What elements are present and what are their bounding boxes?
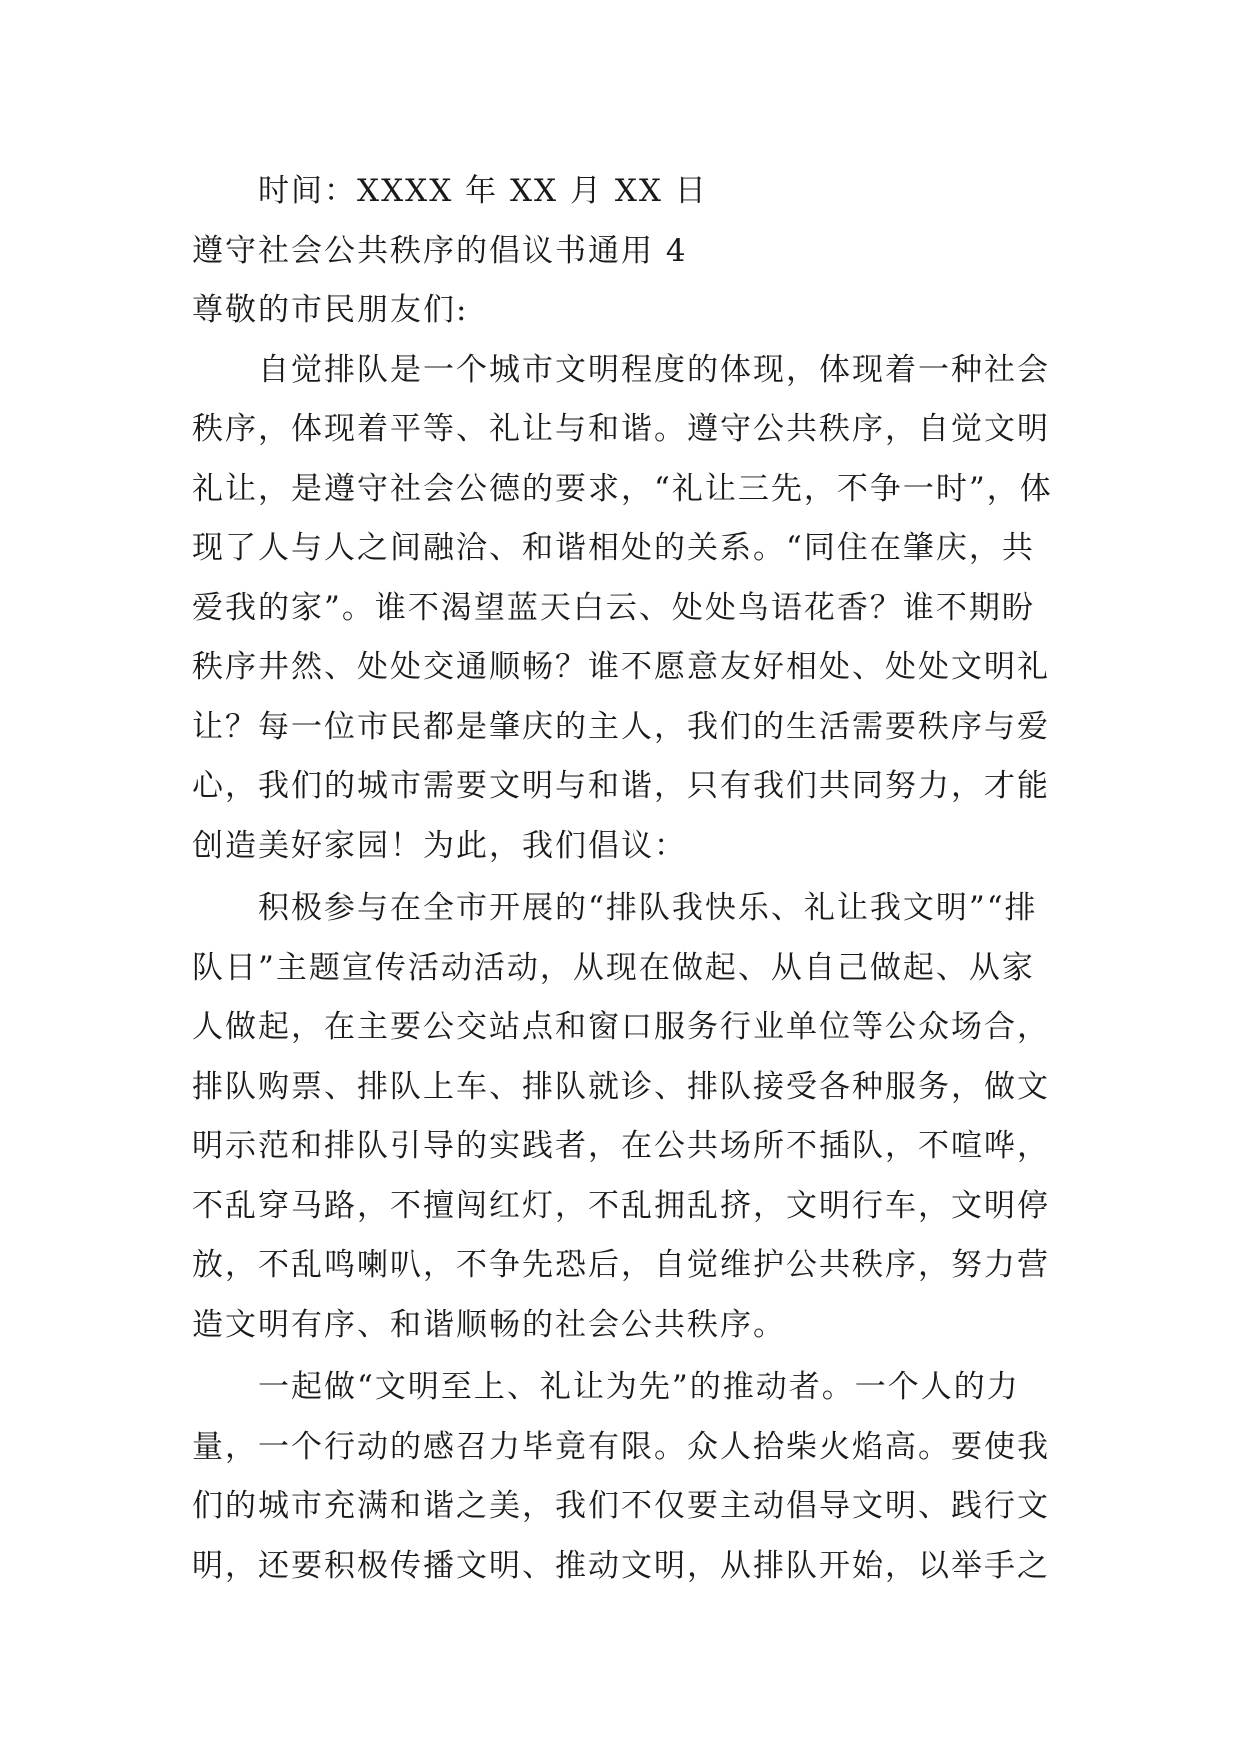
document-body bbox=[192, 162, 1053, 1596]
paragraph-line: 造文明有序、和谐顺畅的社会公共秩序。 bbox=[192, 1306, 786, 1343]
paragraph-line: 明，还要积极传播文明、推动文明，从排队开始，以举手之 bbox=[192, 1547, 1050, 1584]
paragraph-line: 让？每一位市民都是肇庆的主人，我们的生活需要秩序与爱 bbox=[192, 708, 1050, 745]
paragraph-line: 人做起，在主要公交站点和窗口服务行业单位等公众场合， bbox=[192, 1009, 1050, 1045]
paragraph-line: 礼让，是遵守社会公德的要求，“礼让三先，不争一时”，体 bbox=[192, 470, 1053, 507]
paragraph-3 bbox=[192, 1358, 1050, 1596]
paragraph-line: 心，我们的城市需要文明与和谐，只有我们共同努力，才能 bbox=[192, 768, 1050, 804]
time-line: 时间：XXXX 年 XX 月 XX 日 bbox=[258, 173, 708, 209]
paragraph-2 bbox=[192, 879, 1050, 1355]
paragraph-line: 明示范和排队引导的实践者，在公共场所不插队，不喧哗， bbox=[192, 1128, 1050, 1164]
salutation: 尊敬的市民朋友们: bbox=[192, 292, 469, 328]
paragraph-line: 量，一个行动的感召力毕竟有限。众人拾柴火焰高。要使我 bbox=[192, 1428, 1050, 1465]
paragraph-line: 们的城市充满和谐之美，我们不仅要主动倡导文明、践行文 bbox=[192, 1488, 1050, 1524]
paragraph-line: 秩序，体现着平等、礼让与和谐。遵守公共秩序，自觉文明 bbox=[192, 411, 1050, 447]
paragraph-line: 一起做“文明至上、礼让为先”的推动者。一个人的力 bbox=[258, 1369, 1020, 1405]
paragraph-line: 队日”主题宣传活动活动，从现在做起、从自己做起、从家 bbox=[192, 949, 1035, 986]
paragraph-line: 不乱穿马路，不擅闯红灯，不乱拥乱挤，文明行车，文明停 bbox=[192, 1187, 1050, 1224]
paragraph-line: 现了人与人之间融洽、和谐相处的关系。“同住在肇庆，共 bbox=[192, 530, 1035, 566]
paragraph-line: 排队购票、排队上车、排队就诊、排队接受各种服务，做文 bbox=[192, 1068, 1050, 1105]
paragraph-line: 创造美好家园！为此，我们倡议： bbox=[192, 827, 687, 864]
paragraph-line: 自觉排队是一个城市文明程度的体现，体现着一种社会 bbox=[258, 351, 1050, 388]
paragraph-line: 秩序井然、处处交通顺畅？谁不愿意友好相处、处处文明礼 bbox=[192, 649, 1050, 685]
document-title: 遵守社会公共秩序的倡议书通用 4 bbox=[192, 232, 688, 269]
paragraph-line: 爱我的家”。谁不渴望蓝天白云、处处鸟语花香？谁不期盼 bbox=[192, 589, 1035, 626]
paragraph-line: 积极参与在全市开展的“排队我快乐、礼让我文明”“排 bbox=[258, 890, 1038, 926]
paragraph-1 bbox=[192, 341, 1053, 877]
paragraph-line: 放，不乱鸣喇叭，不争先恐后，自觉维护公共秩序，努力营 bbox=[192, 1247, 1050, 1283]
